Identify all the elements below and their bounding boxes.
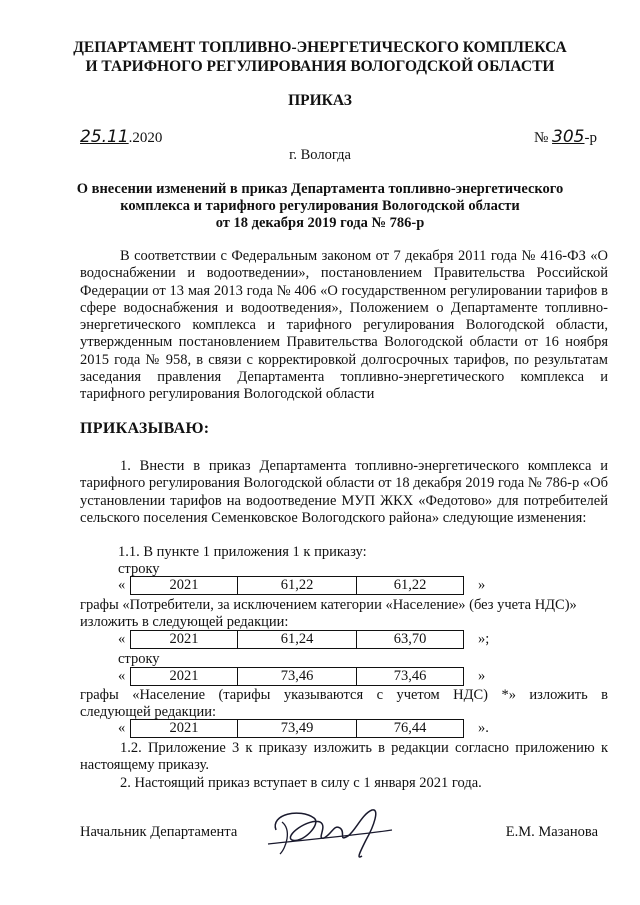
subject-line: от 18 декабря 2019 года № 786-р — [215, 215, 425, 231]
item-1: 1. Внести в приказ Департамента топливно-энергетического комплекса и тарифного регулирования Вологодской области от 18 декабря 2019 года № 786-р «Об установлении тарифов на водоотведение МУП ЖКХ «Федотово» для потребителей сельского поселения Семенковское Вологодского района» следующие изменения: — [80, 458, 608, 526]
word-row-1: строку — [118, 561, 160, 577]
word-row-2: строку — [118, 651, 160, 667]
tariff-cell-1: 73,46 — [238, 668, 357, 686]
year-cell: 2021 — [131, 668, 238, 686]
tariff-table — [130, 576, 464, 595]
order-subject — [60, 181, 580, 232]
number-suffix: -р — [584, 130, 597, 146]
quote-open: « — [118, 631, 126, 647]
quote-close: » — [478, 577, 486, 593]
department-name-line-2: И ТАРИФНОГО РЕГУЛИРОВАНИЯ ВОЛОГОДСКОЙ ОБЛАСТИ — [85, 58, 555, 75]
tariff-table — [130, 630, 464, 649]
order-directive: ПРИКАЗЫВАЮ: — [80, 420, 210, 437]
tariff-cell-1: 61,24 — [238, 631, 357, 649]
tariff-row-old-1 — [118, 576, 485, 595]
quote-open: « — [118, 577, 126, 593]
quote-close: » — [478, 668, 486, 684]
tariff-row-new-2 — [118, 719, 489, 738]
date-handwritten: 25.11 — [80, 127, 129, 147]
city: г. Вологда — [289, 147, 351, 163]
quote-close: ». — [478, 720, 489, 736]
state-2-text: следующей редакции: — [80, 704, 217, 720]
year-cell: 2021 — [131, 577, 238, 595]
item-2: 2. Настоящий приказ вступает в силу с 1 января 2021 года. — [120, 775, 482, 791]
tariff-table — [130, 667, 464, 686]
quote-close: »; — [478, 631, 490, 647]
item-1-2: 1.2. Приложение 3 к приказу изложить в редакции согласно приложению к настоящему приказу. — [80, 740, 608, 774]
order-number — [534, 127, 597, 147]
subject-line: О внесении изменений в приказ Департамента топливно-энергетического — [76, 181, 564, 197]
quote-open: « — [118, 720, 126, 736]
tariff-row-new-1 — [118, 630, 489, 649]
tariff-cell-2: 76,44 — [357, 720, 464, 738]
tariff-table — [130, 719, 464, 738]
tariff-cell-2: 63,70 — [357, 631, 464, 649]
order-date — [80, 127, 162, 147]
tariff-cell-2: 73,46 — [357, 668, 464, 686]
handwritten-signature — [262, 800, 402, 862]
number-handwritten: 305 — [552, 127, 585, 147]
tariff-row-old-2 — [118, 667, 485, 686]
tariff-cell-2: 61,22 — [357, 577, 464, 595]
tariff-cell-1: 61,22 — [238, 577, 357, 595]
signer-name: Е.М. Мазанова — [505, 824, 598, 840]
subject-line: комплекса и тарифного регулирования Вологодской области — [120, 198, 520, 214]
date-year: .2020 — [128, 130, 163, 146]
item-1-1: 1.1. В пункте 1 приложения 1 к приказу: — [118, 544, 367, 560]
graph-1-text: графы «Потребители, за исключением категории «Население» (без учета НДС)» — [80, 597, 577, 613]
graph-2-text: графы «Население (тарифы указываются с учетом НДС) *» изложить в — [80, 687, 608, 703]
preamble: В соответствии с Федеральным законом от 7 декабря 2011 года № 416-ФЗ «О водоснабжении и водоотведении», постановлением Правительства Российской Федерации от 13 мая 2013 года № 406 «О государственном регулировании тарифов в сфере водоснабжения и водоотведения», Положением о Департаменте топливно-энергетического комплекса и тарифного регулирования Вологодской области, утвержденным постановлением Правительства Вологодской области от 16 ноября 2015 года № 958, в связи с корректировкой долгосрочных тарифов, по результатам заседания правления Департамента топливно-энергетического комплекса и тарифного регулирования Вологодской области — [80, 248, 608, 403]
signer-position: Начальник Департамента — [80, 824, 238, 840]
quote-open: « — [118, 668, 126, 684]
number-prefix: № — [533, 130, 549, 146]
state-1-text: изложить в следующей редакции: — [80, 614, 289, 630]
document-type: ПРИКАЗ — [288, 92, 352, 109]
year-cell: 2021 — [131, 631, 238, 649]
tariff-cell-1: 73,49 — [238, 720, 357, 738]
department-name-line-1: ДЕПАРТАМЕНТ ТОПЛИВНО-ЭНЕРГЕТИЧЕСКОГО КОМПЛЕКСА — [73, 39, 567, 56]
year-cell: 2021 — [131, 720, 238, 738]
